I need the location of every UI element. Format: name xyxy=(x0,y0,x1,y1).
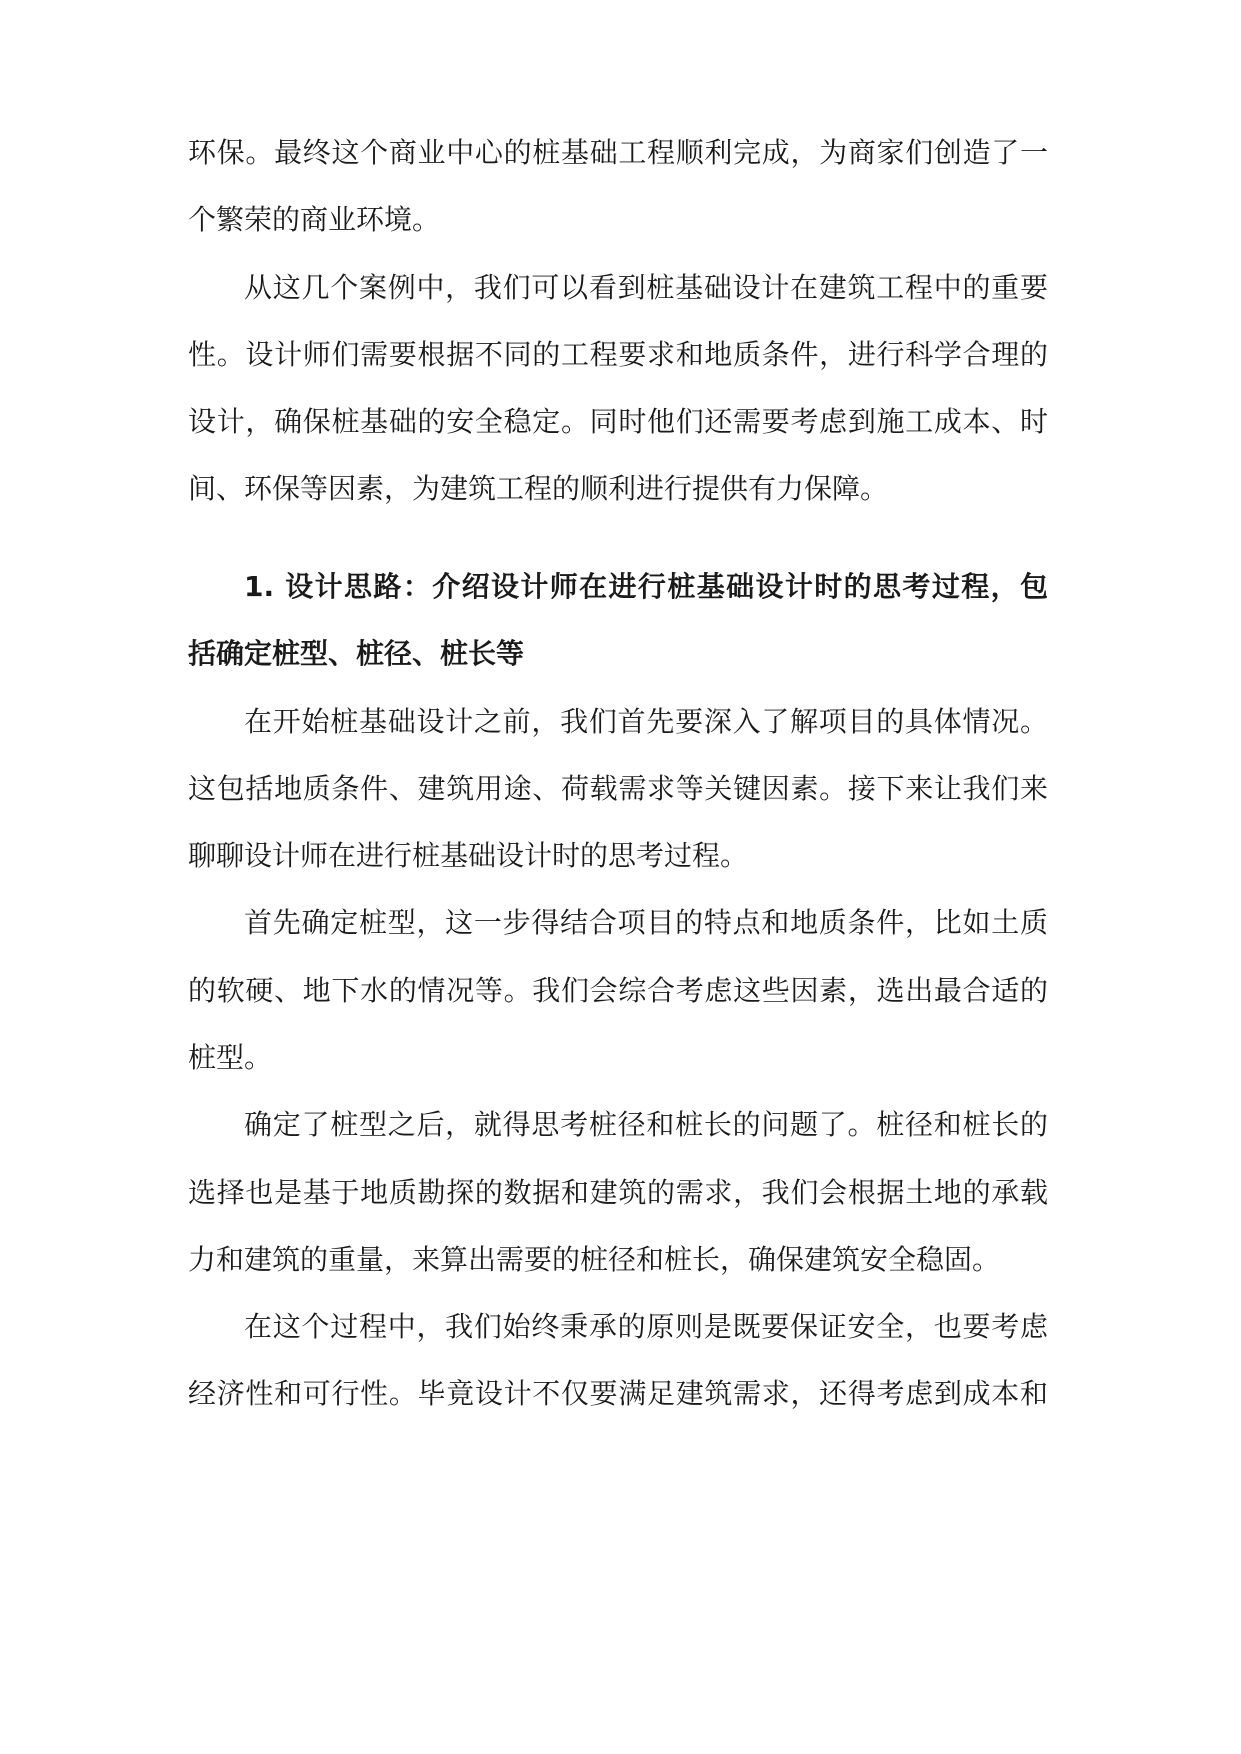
text-line: 在这个过程中，我们始终秉承的原则是既要保证安全，也要考虑 xyxy=(244,1310,1048,1343)
text-line: 选择也是基于地质勘探的数据和建筑的需求，我们会根据土地的承载 xyxy=(188,1176,1048,1209)
text-line: 间、环保等因素，为建筑工程的顺利进行提供有力保障。 xyxy=(188,472,889,505)
text-line: 聊聊设计师在进行桩基础设计时的思考过程。 xyxy=(188,839,749,872)
section-heading: 1. 设计思路：介绍设计师在进行桩基础设计时的思考过程，包 xyxy=(244,570,1048,603)
text-line: 的软硬、地下水的情况等。我们会综合考虑这些因素，选出最合适的 xyxy=(188,974,1048,1007)
text-line: 首先确定桩型，这一步得结合项目的特点和地质条件，比如土质 xyxy=(244,906,1048,939)
section-heading: 括确定桩型、桩径、桩长等 xyxy=(188,637,525,670)
text-line: 个繁荣的商业环境。 xyxy=(188,203,441,236)
text-line: 环保。最终这个商业中心的桩基础工程顺利完成，为商家们创造了一 xyxy=(188,136,1048,169)
text-line: 力和建筑的重量，来算出需要的桩径和桩长，确保建筑安全稳固。 xyxy=(188,1243,1001,1276)
text-line: 性。设计师们需要根据不同的工程要求和地质条件，进行科学合理的 xyxy=(188,338,1048,371)
text-line: 这包括地质条件、建筑用途、荷载需求等关键因素。接下来让我们来 xyxy=(188,772,1048,805)
text-line: 桩型。 xyxy=(188,1041,273,1074)
text-line: 从这几个案例中，我们可以看到桩基础设计在建筑工程中的重要 xyxy=(244,271,1048,304)
text-line: 确定了桩型之后，就得思考桩径和桩长的问题了。桩径和桩长的 xyxy=(244,1108,1048,1141)
text-line: 设计，确保桩基础的安全稳定。同时他们还需要考虑到施工成本、时 xyxy=(188,405,1048,438)
text-line: 在开始桩基础设计之前，我们首先要深入了解项目的具体情况。 xyxy=(244,705,1048,738)
text-line: 经济性和可行性。毕竟设计不仅要满足建筑需求，还得考虑到成本和 xyxy=(188,1377,1048,1410)
